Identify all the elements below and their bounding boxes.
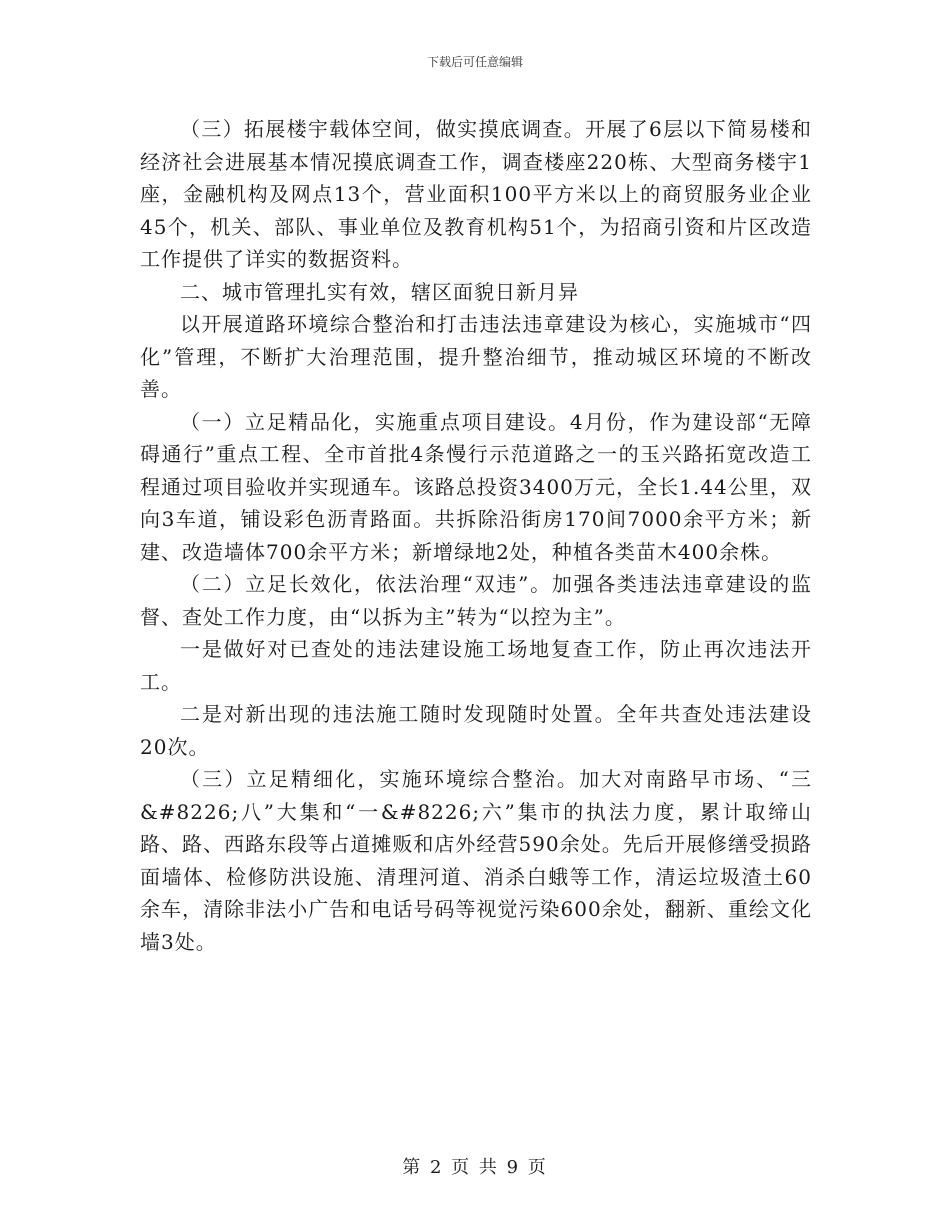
paragraph-key-project: （一）立足精品化，实施重点项目建设。4月份，作为建设部“无障碍通行”重点工程、全市首批4条慢行示范道路之一的玉兴路拓宽改造工程通过项目验收并实现通车。该路总投资3400万元，全长1.44公里，双向3车道，铺设彩色沥青路面。共拆除沿街房170间7000余平方米；新建、改造墙体700余平方米；新增绿地2处，种植各类苗木400余株。 — [140, 409, 812, 564]
page-number-footer: 第 2 页 共 9 页 — [402, 1157, 548, 1178]
section-heading-city-management: 二、城市管理扎实有效，辖区面貌日新月异 — [180, 279, 579, 304]
document-body — [140, 113, 812, 958]
paragraph-new-violations: 二是对新出现的违法施工随时发现随时处置。全年共查处违法建设20次。 — [140, 702, 812, 759]
paragraph-recheck-sites: 一是做好对已查处的违法建设施工场地复查工作，防止再次违法开工。 — [140, 637, 812, 694]
paragraph-city-management-intro: 以开展道路环境综合整治和打击违法违章建设为核心，实施城市“四化”管理，不断扩大治理范围，提升整治细节，推动城区环境的不断改善。 — [140, 312, 812, 401]
page-header: 下载后可任意编辑 — [426, 55, 523, 69]
paragraph-environment-rectification: （三）立足精细化，实施环境综合整治。加大对南路早市场、“三&#8226;八”大集和“一&#8226;六”集市的执法力度，累计取缔山路、路、西路东段等占道摊贩和店外经营590余处。先后开展修缮受损路面墙体、检修防洪设施、清理河道、消杀白蛾等工作，清运垃圾渣土60余车，清除非法小广告和电话号码等视觉污染600余处，翻新、重绘文化墙3处。 — [140, 767, 812, 954]
paragraph-illegal-construction: （二）立足长效化，依法治理“双违”。加强各类违法违章建设的监督、查处工作力度，由“以拆为主”转为“以控为主”。 — [140, 572, 812, 629]
paragraph-expand-buildings: （三）拓展楼宇载体空间，做实摸底调查。开展了6层以下简易楼和经济社会进展基本情况摸底调查工作，调查楼座220栋、大型商务楼宇1座，金融机构及网点13个，营业面积100平方米以上的商贸服务业企业45个，机关、部队、事业单位及教育机构51个，为招商引资和片区改造工作提供了详实的数据资料。 — [140, 117, 812, 271]
